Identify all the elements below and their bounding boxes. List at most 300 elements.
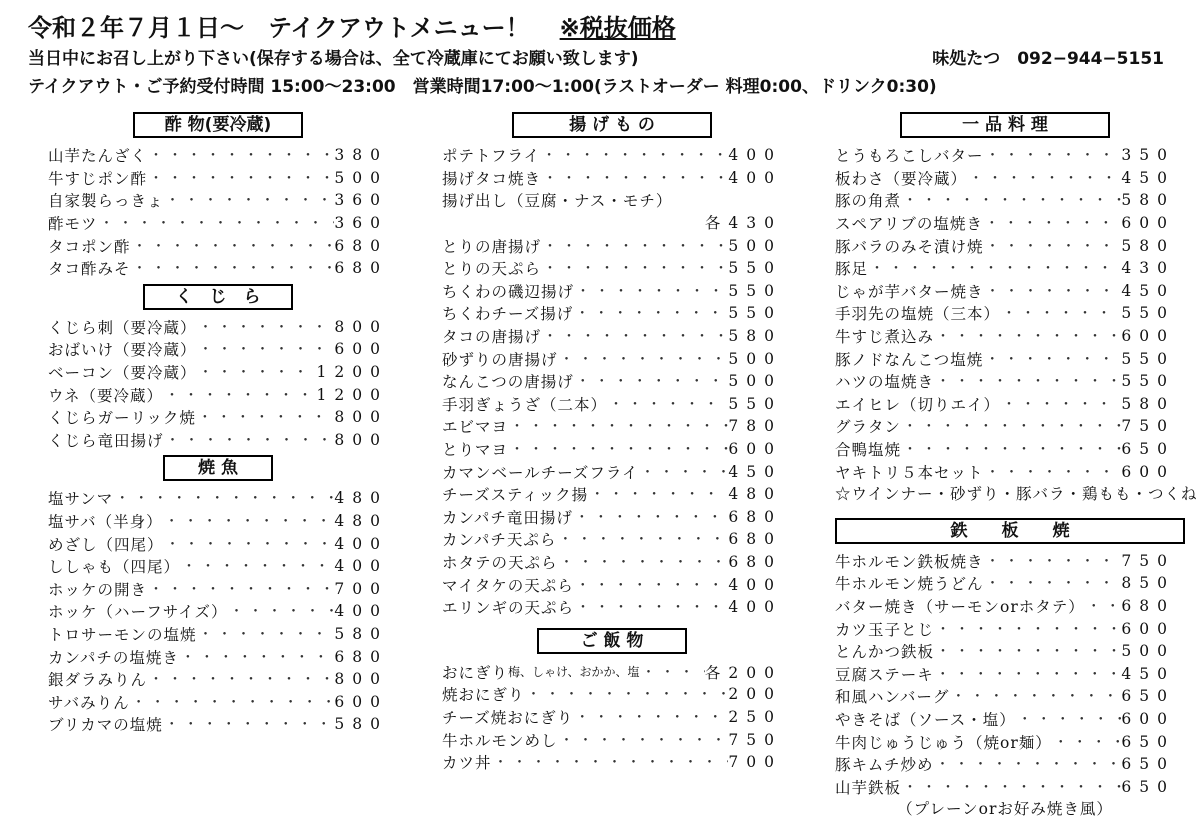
dot-leader <box>147 145 334 165</box>
menu-item <box>442 370 782 393</box>
menu-item-name: 自家製らっきょ <box>48 192 164 211</box>
menu-item-name: とりマヨ <box>442 441 509 460</box>
menu-item-name: サバみりん <box>48 693 130 712</box>
menu-item-price: 550 <box>728 394 782 413</box>
dot-leader <box>1085 596 1122 616</box>
menu-item-name: タコの唐揚げ <box>442 328 542 347</box>
dot-leader <box>984 145 1122 165</box>
menu-item-price: 680 <box>728 552 782 571</box>
dot-leader <box>984 281 1122 301</box>
dot-leader <box>901 190 1121 210</box>
dot-leader <box>164 430 335 450</box>
dot-leader <box>573 507 728 527</box>
menu-item-price: 680 <box>334 259 388 278</box>
menu-item <box>48 257 388 280</box>
dot-leader <box>934 326 1121 346</box>
shop-phone: 味処たつ 092−944−5151 <box>932 49 1164 69</box>
menu-item-price: 450 <box>1121 168 1175 187</box>
menu-item-price: 550 <box>728 304 782 323</box>
dot-leader <box>130 692 335 712</box>
dot-leader <box>868 258 1121 278</box>
dot-leader <box>934 371 1121 391</box>
menu-item-name: おばいけ（要冷蔵） <box>48 341 197 360</box>
menu-item-name: ヤキトリ５本セット <box>835 463 984 482</box>
menu-item-name: トロサーモンの塩焼 <box>48 625 197 644</box>
menu-item-name: 牛肉じゅうじゅう（焼or麺） <box>835 733 1052 752</box>
menu-item-name: ししゃも（四尾） <box>48 558 181 577</box>
dot-leader <box>180 556 334 576</box>
storage-notice: 当日中にお召し上がり下さい(保存する場合は、全て冷蔵庫にてお願い致します) <box>28 49 639 69</box>
dot-leader <box>1052 732 1122 752</box>
business-hours: テイクアウト・ご予約受付時間 15:00〜23:00 営業時間17:00〜1:00(ラストオーダー 料理0:00、ドリンク0:30) <box>28 77 937 97</box>
menu-item-price: 500 <box>728 349 782 368</box>
menu-item-price: 580 <box>1121 236 1175 255</box>
menu-item <box>442 483 782 506</box>
menu-item-price: 750 <box>1121 417 1175 436</box>
menu-item-name: カンパチの塩焼き <box>48 648 179 667</box>
menu-item-price: 430 <box>1121 259 1175 278</box>
menu-item-price: 200 <box>728 685 782 704</box>
menu-item-price: 1200 <box>316 385 388 404</box>
section-title-agemono: 揚 げ も の <box>512 112 712 138</box>
menu-item <box>442 257 782 280</box>
menu-item-name: カンパチ竜田揚げ <box>442 508 573 527</box>
menu-item-price: 800 <box>334 430 388 449</box>
section-title-su: 酢 物(要冷蔵) <box>133 112 303 138</box>
menu-item-name: 豚足 <box>835 260 869 279</box>
dot-leader <box>131 258 335 278</box>
menu-item <box>835 617 1175 640</box>
menu-item <box>442 706 782 729</box>
menu-item <box>835 595 1175 618</box>
menu-item-price: 360 <box>334 191 388 210</box>
menu-item <box>835 302 1175 325</box>
section-footnote: ☆ウインナー・砂ずり・豚バラ・鶏もも・つくね <box>835 484 1198 503</box>
menu-item <box>442 528 782 551</box>
menu-item-name: とりの天ぷら <box>442 260 542 279</box>
menu-column-left <box>48 112 388 740</box>
section-yakizakana <box>48 455 388 736</box>
dot-leader <box>131 236 335 256</box>
dot-leader <box>573 707 728 727</box>
section-title-ippin: 一 品 料 理 <box>900 112 1110 138</box>
menu-item-price: 500 <box>1121 642 1175 661</box>
menu-item-name: 豚キムチ炒め <box>835 756 934 775</box>
menu-item-name: 塩サンマ <box>48 490 114 509</box>
menu-item-name: バター焼き（サーモンorホタテ） <box>835 597 1085 616</box>
dot-leader <box>934 664 1122 684</box>
menu-item <box>835 662 1175 685</box>
menu-item-price: 1200 <box>316 363 388 382</box>
dot-leader <box>541 168 728 188</box>
menu-item-price: 500 <box>728 236 782 255</box>
menu-item-price: 680 <box>1121 596 1175 615</box>
menu-item-price: 各200 <box>704 663 782 682</box>
menu-item-name: おにぎり <box>442 663 509 682</box>
menu-item <box>442 325 782 348</box>
menu-item <box>835 325 1175 348</box>
dot-leader <box>163 714 335 734</box>
menu-item <box>48 361 388 384</box>
menu-item-price: 680 <box>728 507 782 526</box>
menu-item-price: 480 <box>334 512 388 531</box>
menu-item-price: 550 <box>1121 372 1175 391</box>
menu-item-price: 550 <box>728 259 782 278</box>
menu-item <box>835 415 1175 438</box>
dot-leader <box>147 168 334 188</box>
menu-item-price: 450 <box>728 462 782 481</box>
menu-item <box>835 280 1175 303</box>
dot-leader <box>984 551 1122 571</box>
menu-item-name: チーズ焼おにぎり <box>442 708 574 727</box>
dot-leader <box>574 575 729 595</box>
menu-item <box>835 257 1175 280</box>
menu-item-name: エリンギの天ぷら <box>442 599 575 618</box>
menu-item-price: 600 <box>1121 709 1175 728</box>
section-title-gohan: ご 飯 物 <box>537 628 687 654</box>
menu-item <box>835 730 1175 753</box>
dot-leader <box>934 754 1122 774</box>
menu-item-price: 450 <box>1121 281 1175 300</box>
menu-item-name: スペアリブの塩焼き <box>835 215 983 234</box>
dot-leader <box>983 349 1121 369</box>
menu-item <box>442 683 782 706</box>
menu-item <box>835 189 1175 212</box>
menu-item-name: 山芋たんざく <box>48 147 148 166</box>
dot-leader <box>540 145 728 165</box>
menu-price-note: 各430 <box>704 213 782 232</box>
dot-leader <box>147 669 334 689</box>
menu-item <box>835 212 1175 235</box>
menu-item <box>442 234 782 257</box>
dot-leader <box>197 624 335 644</box>
menu-item-name: 豚の角煮 <box>835 192 902 211</box>
dot-leader <box>147 579 334 599</box>
menu-item-name: 手羽先の塩焼（三本） <box>835 305 1001 324</box>
menu-item-price: 550 <box>1121 349 1175 368</box>
menu-item-name: なんこつの唐揚げ <box>442 373 574 392</box>
menu-item <box>48 713 388 736</box>
dot-leader <box>163 511 335 531</box>
dot-leader <box>983 213 1122 233</box>
dot-leader <box>934 619 1121 639</box>
menu-item <box>442 596 782 619</box>
menu-item <box>835 370 1175 393</box>
menu-item <box>48 487 388 510</box>
menu-item-name: ホタテの天ぷら <box>442 553 558 572</box>
dot-leader <box>1000 394 1121 414</box>
menu-item-price: 450 <box>1121 664 1175 683</box>
menu-item-price: 500 <box>728 372 782 391</box>
menu-item-price: 800 <box>334 670 388 689</box>
section-su <box>48 112 388 280</box>
menu-item-price: 580 <box>334 624 388 643</box>
menu-item-name: くじらガーリック焼 <box>48 409 196 428</box>
menu-item-name: タコポン酢 <box>48 237 131 256</box>
menu-item-name: 牛すじ煮込み <box>835 328 935 347</box>
menu-item <box>48 532 388 555</box>
menu-item-price: 580 <box>728 327 782 346</box>
dot-leader <box>1016 709 1122 729</box>
menu-item-price: 650 <box>1121 687 1175 706</box>
menu-item <box>442 302 782 325</box>
menu-item-price: 400 <box>334 534 388 553</box>
menu-item <box>835 393 1175 416</box>
menu-item-price: 600 <box>1121 462 1175 481</box>
dot-leader <box>196 407 335 427</box>
menu-item-name: 豆腐ステーキ <box>835 665 934 684</box>
menu-item <box>48 383 388 406</box>
section-title-teppan: 鉄 板 焼 <box>835 518 1185 544</box>
menu-item <box>48 406 388 429</box>
menu-item <box>48 167 388 190</box>
dot-leader <box>558 349 729 369</box>
menu-item-name: 豚ノドなんこつ塩焼 <box>835 350 984 369</box>
dot-leader <box>901 439 1121 459</box>
menu-item <box>835 572 1175 595</box>
menu-item-price: 580 <box>1121 191 1175 210</box>
menu-item-price: 700 <box>334 579 388 598</box>
menu-item-name: 牛ホルモンめし <box>442 731 558 750</box>
menu-item <box>442 506 782 529</box>
dot-leader <box>163 385 317 405</box>
menu-item-price: 360 <box>334 214 388 233</box>
menu-item <box>48 578 388 601</box>
menu-item-name: 銀ダラみりん <box>48 671 148 690</box>
menu-item <box>48 338 388 361</box>
menu-item <box>48 555 388 578</box>
dot-leader <box>508 416 728 436</box>
dot-leader <box>508 439 728 459</box>
dot-leader <box>638 462 728 482</box>
menu-item-price: 400 <box>728 598 782 617</box>
menu-item-price: 400 <box>728 146 782 165</box>
menu-column-middle <box>442 112 782 777</box>
menu-item-name: チーズスティック揚 <box>442 486 589 505</box>
dot-leader <box>901 416 1122 436</box>
menu-item-price: 600 <box>334 340 388 359</box>
dot-leader <box>558 730 729 750</box>
menu-item-name: とうもろこしバター <box>835 147 984 166</box>
menu-item-price: 650 <box>1121 440 1175 459</box>
menu-item-price: 250 <box>728 707 782 726</box>
menu-item <box>48 189 388 212</box>
section-gohan <box>442 628 782 773</box>
menu-item-price: 600 <box>1121 327 1175 346</box>
dot-leader <box>640 662 705 682</box>
menu-item <box>835 438 1175 461</box>
menu-item-name: 揚げ出し（豆腐・ナス・モチ） <box>442 192 673 211</box>
menu-item-price: 600 <box>728 440 782 459</box>
dot-leader <box>573 303 728 323</box>
menu-item-name: カンパチ天ぷら <box>442 531 557 550</box>
dot-leader <box>574 281 728 301</box>
title-text: 令和２年７月１日〜 テイクアウトメニュー！ <box>28 13 530 42</box>
menu-item-price: 400 <box>334 557 388 576</box>
menu-item <box>442 728 782 751</box>
menu-item-name: 板わさ（要冷蔵） <box>835 169 968 188</box>
dot-leader <box>574 597 728 617</box>
dot-leader <box>179 647 334 667</box>
menu-item-name: タコ酢みそ <box>48 260 131 279</box>
dot-leader <box>984 236 1122 256</box>
menu-item-name: マイタケの天ぷら <box>442 576 574 595</box>
menu-item-name: 砂ずりの唐揚げ <box>442 350 558 369</box>
menu-item <box>48 510 388 533</box>
menu-item <box>442 167 782 190</box>
menu-item-price: 780 <box>728 417 782 436</box>
dot-leader <box>558 552 729 572</box>
menu-item <box>48 690 388 713</box>
menu-item <box>48 645 388 668</box>
dot-leader <box>556 529 728 549</box>
menu-item-price: 680 <box>334 236 388 255</box>
menu-item-price: 580 <box>334 715 388 734</box>
menu-item-price: 600 <box>334 692 388 711</box>
dot-leader <box>525 684 729 704</box>
menu-item <box>835 144 1175 167</box>
menu-item-name: ウネ（要冷蔵） <box>48 386 164 405</box>
dot-leader <box>164 534 335 554</box>
dot-leader <box>541 326 728 346</box>
menu-item-price: 400 <box>334 602 388 621</box>
menu-item <box>835 753 1175 776</box>
menu-item-name: 和風ハンバーグ <box>835 688 950 707</box>
menu-item-name: ホッケの開き <box>48 580 148 599</box>
menu-item <box>835 640 1175 663</box>
menu-item <box>442 460 782 483</box>
menu-item <box>835 550 1175 573</box>
dot-leader <box>967 168 1121 188</box>
menu-item-name: 酢モツ <box>48 215 98 234</box>
menu-item-price: 750 <box>1121 551 1175 570</box>
menu-item <box>442 660 782 683</box>
menu-item <box>48 429 388 452</box>
menu-item <box>48 623 388 646</box>
menu-item-name: ホッケ（ハーフサイズ） <box>48 603 228 622</box>
menu-item <box>835 234 1175 257</box>
dot-leader <box>228 601 335 621</box>
menu-item-price: 680 <box>334 647 388 666</box>
menu-item <box>442 347 782 370</box>
menu-item-name: 揚げタコ焼き <box>442 169 542 188</box>
menu-item <box>835 708 1175 731</box>
menu-item <box>442 751 782 774</box>
menu-item <box>835 775 1175 798</box>
menu-item <box>48 144 388 167</box>
menu-item-name: 塩サバ（半身） <box>48 513 163 532</box>
menu-item-price: 350 <box>1121 146 1175 165</box>
menu-item-price: 480 <box>728 485 782 504</box>
dot-leader <box>607 394 728 414</box>
menu-item-price: 800 <box>334 317 388 336</box>
menu-item-price: 680 <box>728 530 782 549</box>
menu-item <box>835 347 1175 370</box>
menu-item-name: 豚バラのみそ漬け焼 <box>835 237 984 256</box>
menu-item-name: とんかつ鉄板 <box>835 643 935 662</box>
menu-item-name: とりの唐揚げ <box>442 237 542 256</box>
section-title-kujira: く じ ら <box>143 284 293 310</box>
menu-item-price: 650 <box>1121 755 1175 774</box>
dot-leader <box>541 258 728 278</box>
section-footnote: （プレーンorお好み焼き風） <box>897 800 1113 819</box>
menu-item-name: グラタン <box>835 418 901 437</box>
dot-leader <box>197 317 335 337</box>
menu-item-name: カツ玉子とじ <box>835 620 935 639</box>
dot-leader <box>949 686 1121 706</box>
menu-item <box>48 212 388 235</box>
menu-item-name: 牛ホルモン焼うどん <box>835 575 984 594</box>
menu-item <box>442 280 782 303</box>
menu-item-name: ちくわチーズ揚げ <box>442 305 574 324</box>
menu-item-price: 580 <box>1121 394 1175 413</box>
menu-item-name: やきそば（ソース・塩） <box>835 710 1016 729</box>
section-agemono <box>442 112 782 618</box>
menu-item-name: くじら竜田揚げ <box>48 431 164 450</box>
menu-item-name: ブリカマの塩焼 <box>48 716 163 735</box>
menu-item-price: 600 <box>1121 619 1175 638</box>
menu-item-price: 850 <box>1121 574 1175 593</box>
dot-leader <box>98 213 335 233</box>
menu-item <box>48 668 388 691</box>
menu-item-name: 焼おにぎり <box>442 686 525 705</box>
menu-item <box>442 438 782 461</box>
menu-title <box>28 8 676 43</box>
menu-item-name: ポテトフライ <box>442 147 541 166</box>
menu-item-name: エイヒレ（切りエイ） <box>835 395 1001 414</box>
dot-leader <box>984 573 1122 593</box>
menu-item-name: ハツの塩焼き <box>835 373 935 392</box>
menu-item-name: じゃが芋バター焼き <box>835 282 984 301</box>
menu-item-price: 650 <box>1121 777 1175 796</box>
menu-item <box>48 316 388 339</box>
section-teppan <box>835 518 1175 821</box>
menu-item-price: 600 <box>1121 214 1175 233</box>
menu-item-price: 750 <box>728 730 782 749</box>
menu-item <box>442 144 782 167</box>
dot-leader <box>984 462 1122 482</box>
section-kujira <box>48 284 388 452</box>
menu-item-price: 700 <box>728 753 782 772</box>
section-ippin <box>835 112 1198 506</box>
dot-leader <box>113 488 334 508</box>
menu-item <box>442 573 782 596</box>
dot-leader <box>574 371 729 391</box>
menu-item-name: めざし（四尾） <box>48 535 164 554</box>
menu-item-name: 合鴨塩焼 <box>835 441 902 460</box>
menu-item <box>835 685 1175 708</box>
menu-item-price: 400 <box>728 575 782 594</box>
menu-item-name: カマンベールチーズフライ <box>442 463 639 482</box>
menu-item-name: 手羽ぎょうざ（二本） <box>442 395 608 414</box>
menu-item-price: 480 <box>334 489 388 508</box>
menu-item-name: ベーコン（要冷蔵） <box>48 364 197 383</box>
menu-item <box>442 551 782 574</box>
tax-note: ※税抜価格 <box>559 13 676 42</box>
menu-item-price: 800 <box>334 408 388 427</box>
menu-item <box>835 460 1175 483</box>
menu-item <box>442 189 782 212</box>
menu-item-price: 550 <box>1121 304 1175 323</box>
dot-leader <box>934 641 1121 661</box>
dot-leader <box>492 752 729 772</box>
menu-item-name: くじら刺（要冷蔵） <box>48 318 197 337</box>
section-title-yakizakana: 焼 魚 <box>163 455 273 481</box>
dot-leader <box>541 236 728 256</box>
menu-item-name: ちくわの磯辺揚げ <box>442 282 575 301</box>
dot-leader <box>164 190 335 210</box>
menu-item-price: 380 <box>334 146 388 165</box>
